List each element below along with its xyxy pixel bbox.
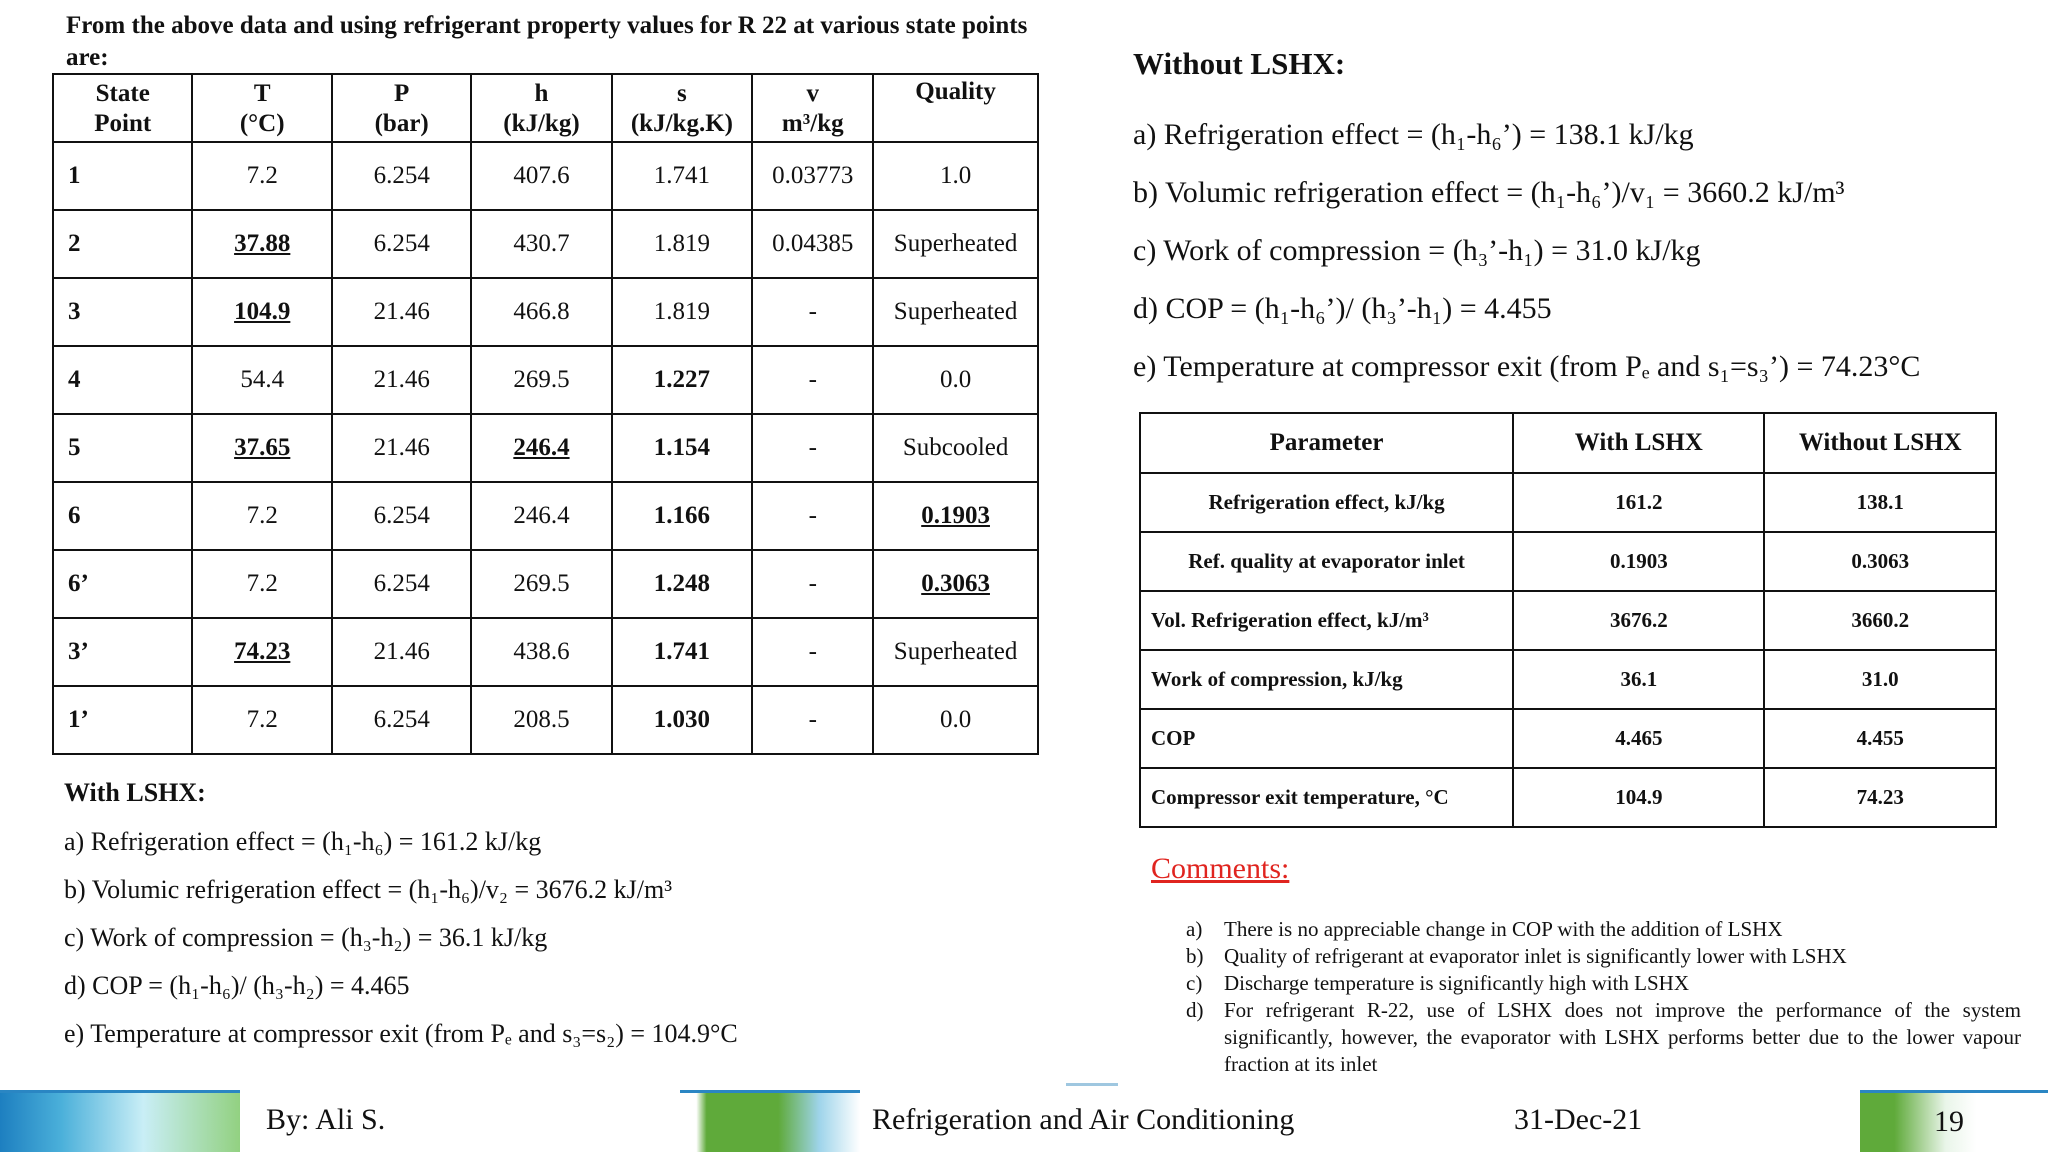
header-cell [471,74,611,142]
table-cell: 7.2 [192,686,331,754]
table-cell: 208.5 [471,686,611,754]
table-cell: 0.04385 [752,210,873,278]
table-row [53,482,1038,550]
table-cell: 74.23 [1764,768,1996,827]
without-lshx-line: e) Temperature at compressor exit (from Pₑ and s₁=s₃’) = 74.23°C [1133,350,1921,383]
table-cell: 3676.2 [1513,591,1764,650]
table-cell: 7.2 [192,142,331,210]
table-cell: 438.6 [471,618,611,686]
table-cell: 54.4 [192,346,331,414]
table-row [1140,591,1996,650]
header-line: Point [94,110,152,137]
table-cell: 1’ [53,686,192,754]
table-cell: 21.46 [332,278,471,346]
highlighted-value: 0.3063 [921,570,990,597]
table-cell: 6.254 [332,482,471,550]
comparison-header-row [1140,413,1996,473]
header-cell [332,74,471,142]
header-line: Quality [915,78,996,105]
table-cell: 1.819 [612,210,753,278]
table-cell [192,618,331,686]
header-line: v [806,80,819,107]
comparison-table [1139,412,1997,828]
highlighted-value: 104.9 [234,298,291,325]
without-lshx-line: a) Refrigeration effect = (h₁-h₆’) = 138.1 kJ/kg [1133,118,1694,151]
table-cell: 21.46 [332,618,471,686]
table-cell [192,210,331,278]
header-cell [612,74,753,142]
footer-course: Refrigeration and Air Conditioning [872,1103,1295,1136]
table-cell: 6.254 [332,142,471,210]
table-cell: 36.1 [1513,650,1764,709]
header-cell [53,74,192,142]
table-cell: 2 [53,210,192,278]
header-cell [192,74,331,142]
without-lshx-line: d) COP = (h₁-h₆’)/ (h₃’-h₁) = 4.455 [1133,292,1552,325]
header-line: (kJ/kg) [503,110,580,137]
table-cell: 3’ [53,618,192,686]
table-cell: 4 [53,346,192,414]
list-text: Quality of refrigerant at evaporator inlet is significantly lower with LSHX [1224,944,1847,968]
without-lshx-section [1133,46,2033,396]
table-cell: 3 [53,278,192,346]
table-row [53,278,1038,346]
table-cell: - [752,346,873,414]
table-cell: 1.741 [612,618,753,686]
highlighted-value: 0.1903 [921,502,990,529]
table-cell: 1.154 [612,414,753,482]
comments-title: Comments: [1151,852,1290,885]
page-number: 19 [1934,1105,1964,1138]
table-cell: - [752,414,873,482]
table-cell: Refrigeration effect, kJ/kg [1140,473,1513,532]
table-cell: 21.46 [332,346,471,414]
table-cell: 5 [53,414,192,482]
highlighted-value: 37.65 [234,434,291,461]
table-cell: 246.4 [471,482,611,550]
table-cell [192,278,331,346]
table-cell: 6.254 [332,210,471,278]
header-line: T [253,80,271,107]
slide-footer [0,1090,2048,1152]
comments-list [1186,916,2021,1078]
table-cell: 1 [53,142,192,210]
table-row [53,414,1038,482]
table-cell: 138.1 [1764,473,1996,532]
highlighted-value: 74.23 [234,638,291,665]
with-lshx-title: With LSHX: [64,778,206,807]
list-item [1186,916,2021,943]
header-cell: Parameter [1140,413,1513,473]
table-cell: 0.0 [873,686,1038,754]
table-row [53,142,1038,210]
list-text: There is no appreciable change in COP with the addition of LSHX [1224,917,1783,941]
table-row [1140,473,1996,532]
list-item [1186,943,2021,970]
table-cell [873,482,1038,550]
header-cell: Without LSHX [1764,413,1996,473]
header-line: m³/kg [781,110,844,137]
table-cell: 1.166 [612,482,753,550]
with-lshx-line: e) Temperature at compressor exit (from Pₑ and s₃=s₂) = 104.9°C [64,1019,738,1048]
table-row [53,618,1038,686]
header-cell: With LSHX [1513,413,1764,473]
table-row [1140,650,1996,709]
with-lshx-line: c) Work of compression = (h₃-h₂) = 36.1 kJ/kg [64,923,548,952]
table-row [1140,768,1996,827]
table-cell: Subcooled [873,414,1038,482]
table-cell: - [752,482,873,550]
table-row [53,550,1038,618]
table-cell [873,550,1038,618]
state-table-header-row [53,74,1038,142]
list-marker: a) [1186,917,1203,941]
table-row [53,686,1038,754]
table-cell: 6 [53,482,192,550]
table-cell: Vol. Refrigeration effect, kJ/m³ [1140,591,1513,650]
list-item [1186,970,2021,997]
table-cell: 0.03773 [752,142,873,210]
with-lshx-line: d) COP = (h₁-h₆)/ (h₃-h₂) = 4.465 [64,971,410,1000]
list-marker: d) [1186,998,1204,1022]
table-cell: 1.0 [873,142,1038,210]
table-cell: 7.2 [192,482,331,550]
table-cell: Work of compression, kJ/kg [1140,650,1513,709]
header-line: (bar) [374,110,429,137]
footer-author: By: Ali S. [266,1103,386,1136]
table-cell: 0.1903 [1513,532,1764,591]
table-cell: 31.0 [1764,650,1996,709]
table-cell: COP [1140,709,1513,768]
table-cell: 4.455 [1764,709,1996,768]
list-marker: b) [1186,944,1204,968]
table-cell: - [752,278,873,346]
without-lshx-line: c) Work of compression = (h₃’-h₁) = 31.0 kJ/kg [1133,234,1701,267]
footer-date: 31-Dec-21 [1514,1103,1643,1136]
table-cell: 6.254 [332,686,471,754]
header-line: h [534,80,549,107]
table-cell: - [752,550,873,618]
list-marker: c) [1186,971,1203,995]
table-cell: 21.46 [332,414,471,482]
table-row [53,346,1038,414]
table-cell: Compressor exit temperature, °C [1140,768,1513,827]
table-cell: 1.819 [612,278,753,346]
list-item [1186,997,2021,1078]
table-cell [192,414,331,482]
table-cell: 466.8 [471,278,611,346]
table-cell: 407.6 [471,142,611,210]
highlighted-value: 246.4 [513,434,570,461]
table-cell: Superheated [873,210,1038,278]
table-cell [471,414,611,482]
table-cell: 269.5 [471,550,611,618]
table-cell: - [752,618,873,686]
without-lshx-title: Without LSHX: [1133,46,1346,81]
table-cell: 6.254 [332,550,471,618]
table-cell: 0.0 [873,346,1038,414]
header-line: P [394,80,410,107]
intro-heading: From the above data and using refrigerant property values for R 22 at various state points are: [66,12,1028,71]
table-cell: 269.5 [471,346,611,414]
table-row [1140,532,1996,591]
table-cell: 4.465 [1513,709,1764,768]
header-line: State [95,80,150,107]
table-row [1140,709,1996,768]
table-cell: Ref. quality at evaporator inlet [1140,532,1513,591]
header-line: (kJ/kg.K) [630,110,733,137]
with-lshx-section [64,778,964,1058]
table-cell: 104.9 [1513,768,1764,827]
list-text: For refrigerant R-22, use of LSHX does not improve the performance of the system significantly, however, the evaporator with LSHX performs better due to the lower vapour fraction at its inlet [1224,998,2021,1076]
table-cell: 161.2 [1513,473,1764,532]
state-point-table [52,73,1039,755]
table-cell: 7.2 [192,550,331,618]
with-lshx-line: a) Refrigeration effect = (h₁-h₆) = 161.2 kJ/kg [64,827,542,856]
table-cell: Superheated [873,278,1038,346]
with-lshx-line: b) Volumic refrigeration effect = (h₁-h₆)/v₂ = 3676.2 kJ/m³ [64,875,673,904]
header-line: (°C) [239,110,285,137]
table-cell: 3660.2 [1764,591,1996,650]
list-text: Discharge temperature is significantly high with LSHX [1224,971,1690,995]
header-cell [873,74,1038,142]
table-row [53,210,1038,278]
decorative-line [1066,1083,1118,1086]
header-line: s [677,80,687,107]
without-lshx-line: b) Volumic refrigeration effect = (h₁-h₆’)/v₁ = 3660.2 kJ/m³ [1133,176,1845,209]
table-cell: 430.7 [471,210,611,278]
table-cell: 1.227 [612,346,753,414]
table-cell: 0.3063 [1764,532,1996,591]
table-cell: 1.248 [612,550,753,618]
highlighted-value: 37.88 [234,230,291,257]
table-cell: 1.030 [612,686,753,754]
table-cell: 1.741 [612,142,753,210]
header-cell [752,74,873,142]
table-cell: Superheated [873,618,1038,686]
table-cell: 6’ [53,550,192,618]
table-cell: - [752,686,873,754]
